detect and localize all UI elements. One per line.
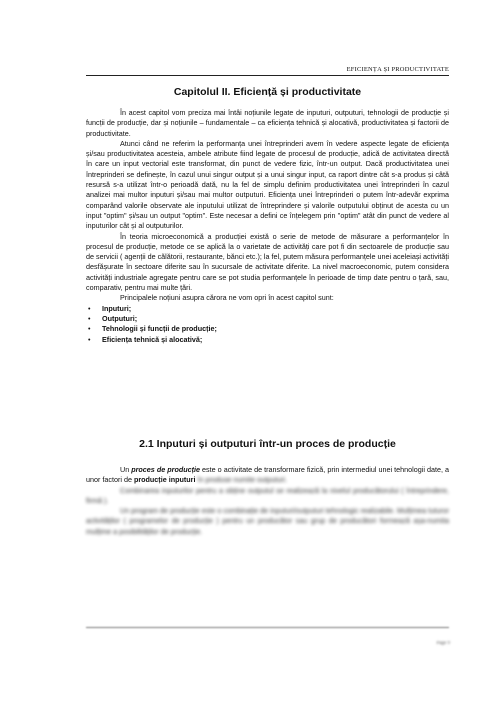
bullet-icon: • xyxy=(88,334,91,344)
paragraph: Un program de producție este o combinație de inputuri/outputuri tehnologic realizabile. Mulțimea tuturor activităților ( programelor de producție ) pentru un producător sau grup de producători formează așa-numita mulțime a posibilităților de producție. xyxy=(86,506,449,536)
list-item-text: Eficiența tehnică și alocativă; xyxy=(102,334,203,344)
blurred-content xyxy=(86,486,449,537)
paragraph: În teoria microeconomică a producției există o serie de metode de măsurare a performanțelor în procesul de producție, metode ce se aplică la o varietate de activități care pot fi din sectoarele de producție sau de servicii ( agenții de călătorii, restaurante, bănci etc.); la fel, putem măsura performanțele unei aceleiași activități desfășurate în sectoare diferite sau în sucursale de activitate diferite. La nivel macroeconomic, putem considera activități industriale agregate pentru care se pot studia performanțele în perioade de timp date pentru o țară, sau, comparativ, pentru mai multe țări. xyxy=(86,231,449,293)
header-rule xyxy=(86,75,449,76)
bullet-icon: • xyxy=(88,324,91,334)
list-item xyxy=(86,324,449,334)
section-body xyxy=(86,465,449,537)
paragraph: Combinarea inputurilor pentru a obține outputul se realizează la nivelul producătorului ( întreprindere, firmă ). xyxy=(86,485,449,505)
section-title: 2.1 Inputuri și outputuri într-un proces de producție xyxy=(139,438,396,450)
list-item xyxy=(86,314,449,324)
bullet-list xyxy=(86,304,449,345)
list-item xyxy=(86,335,449,345)
section-intro xyxy=(86,465,449,486)
list-item-text: Tehnologii și funcții de producție; xyxy=(102,324,217,334)
bullet-icon: • xyxy=(88,303,91,313)
footer-rule xyxy=(86,627,449,628)
intro-text: Un xyxy=(120,465,132,474)
bullet-icon: • xyxy=(88,313,91,323)
term-inputs: producție inputuri xyxy=(133,475,196,485)
page-number: Page 9 xyxy=(436,641,450,646)
list-item-text: Outputuri; xyxy=(102,313,138,323)
intro-text-blurred: în produse numite outputuri. xyxy=(195,475,287,485)
list-item xyxy=(86,304,449,314)
paragraph: Principalele noțiuni asupra cărora ne vom opri în acest capitol sunt: xyxy=(120,293,334,303)
term-process: proces de producție xyxy=(131,465,201,474)
paragraph: Atunci când ne referim la performanța unei întreprinderi avem în vedere aspecte legate de eficiența și/sau productivitatea acesteia, ambele atribute fiind legate de procesul de producție, adică de activitatea directă în care un input vectorial este transformat, din punct de vedere fizic, într-un output. Dacă productivitatea unei întreprinderi se definește, în cazul unui singur output și a unui singur input, ca raport dintre cât s-a produs și câtă resursă s-a utilizat într-o perioadă dată, nu la fel de simplu definim productivitatea unei întreprinderi în cazul analizei mai multor inputuri și/sau mai multor outputuri. Eficiența unei întreprinderi o putem într-adevăr exprima comparând valorile observate ale inputului utilizat de întreprindere și valorile outputului obținut de acesta cu un input "optim" și/sau un output "optim". Este necesar a defini ce înțelegem prin "optim" atât din punct de vedere al inputurilor cât și al outputurilor. xyxy=(86,138,449,231)
running-header: EFICIENȚA ȘI PRODUCTIVITATE xyxy=(346,66,449,73)
paragraph: În acest capitol vom preciza mai întâi noțiunile legate de inputuri, outputuri, tehnologii de producție și funcții de producție, dar și noțiunile – fundamentale – ca eficiența tehnică și alocativă, productivitatea și factorii de productivitate. xyxy=(86,108,449,138)
chapter-title: Capitolul II. Eficiență și productivitate xyxy=(173,86,362,98)
intro-text: este o activitate de transformare fizică, prin intermediul unei tehnologii date, a unor factori de xyxy=(86,465,449,485)
list-item-text: Inputuri; xyxy=(102,303,132,313)
chapter-body xyxy=(86,108,449,345)
